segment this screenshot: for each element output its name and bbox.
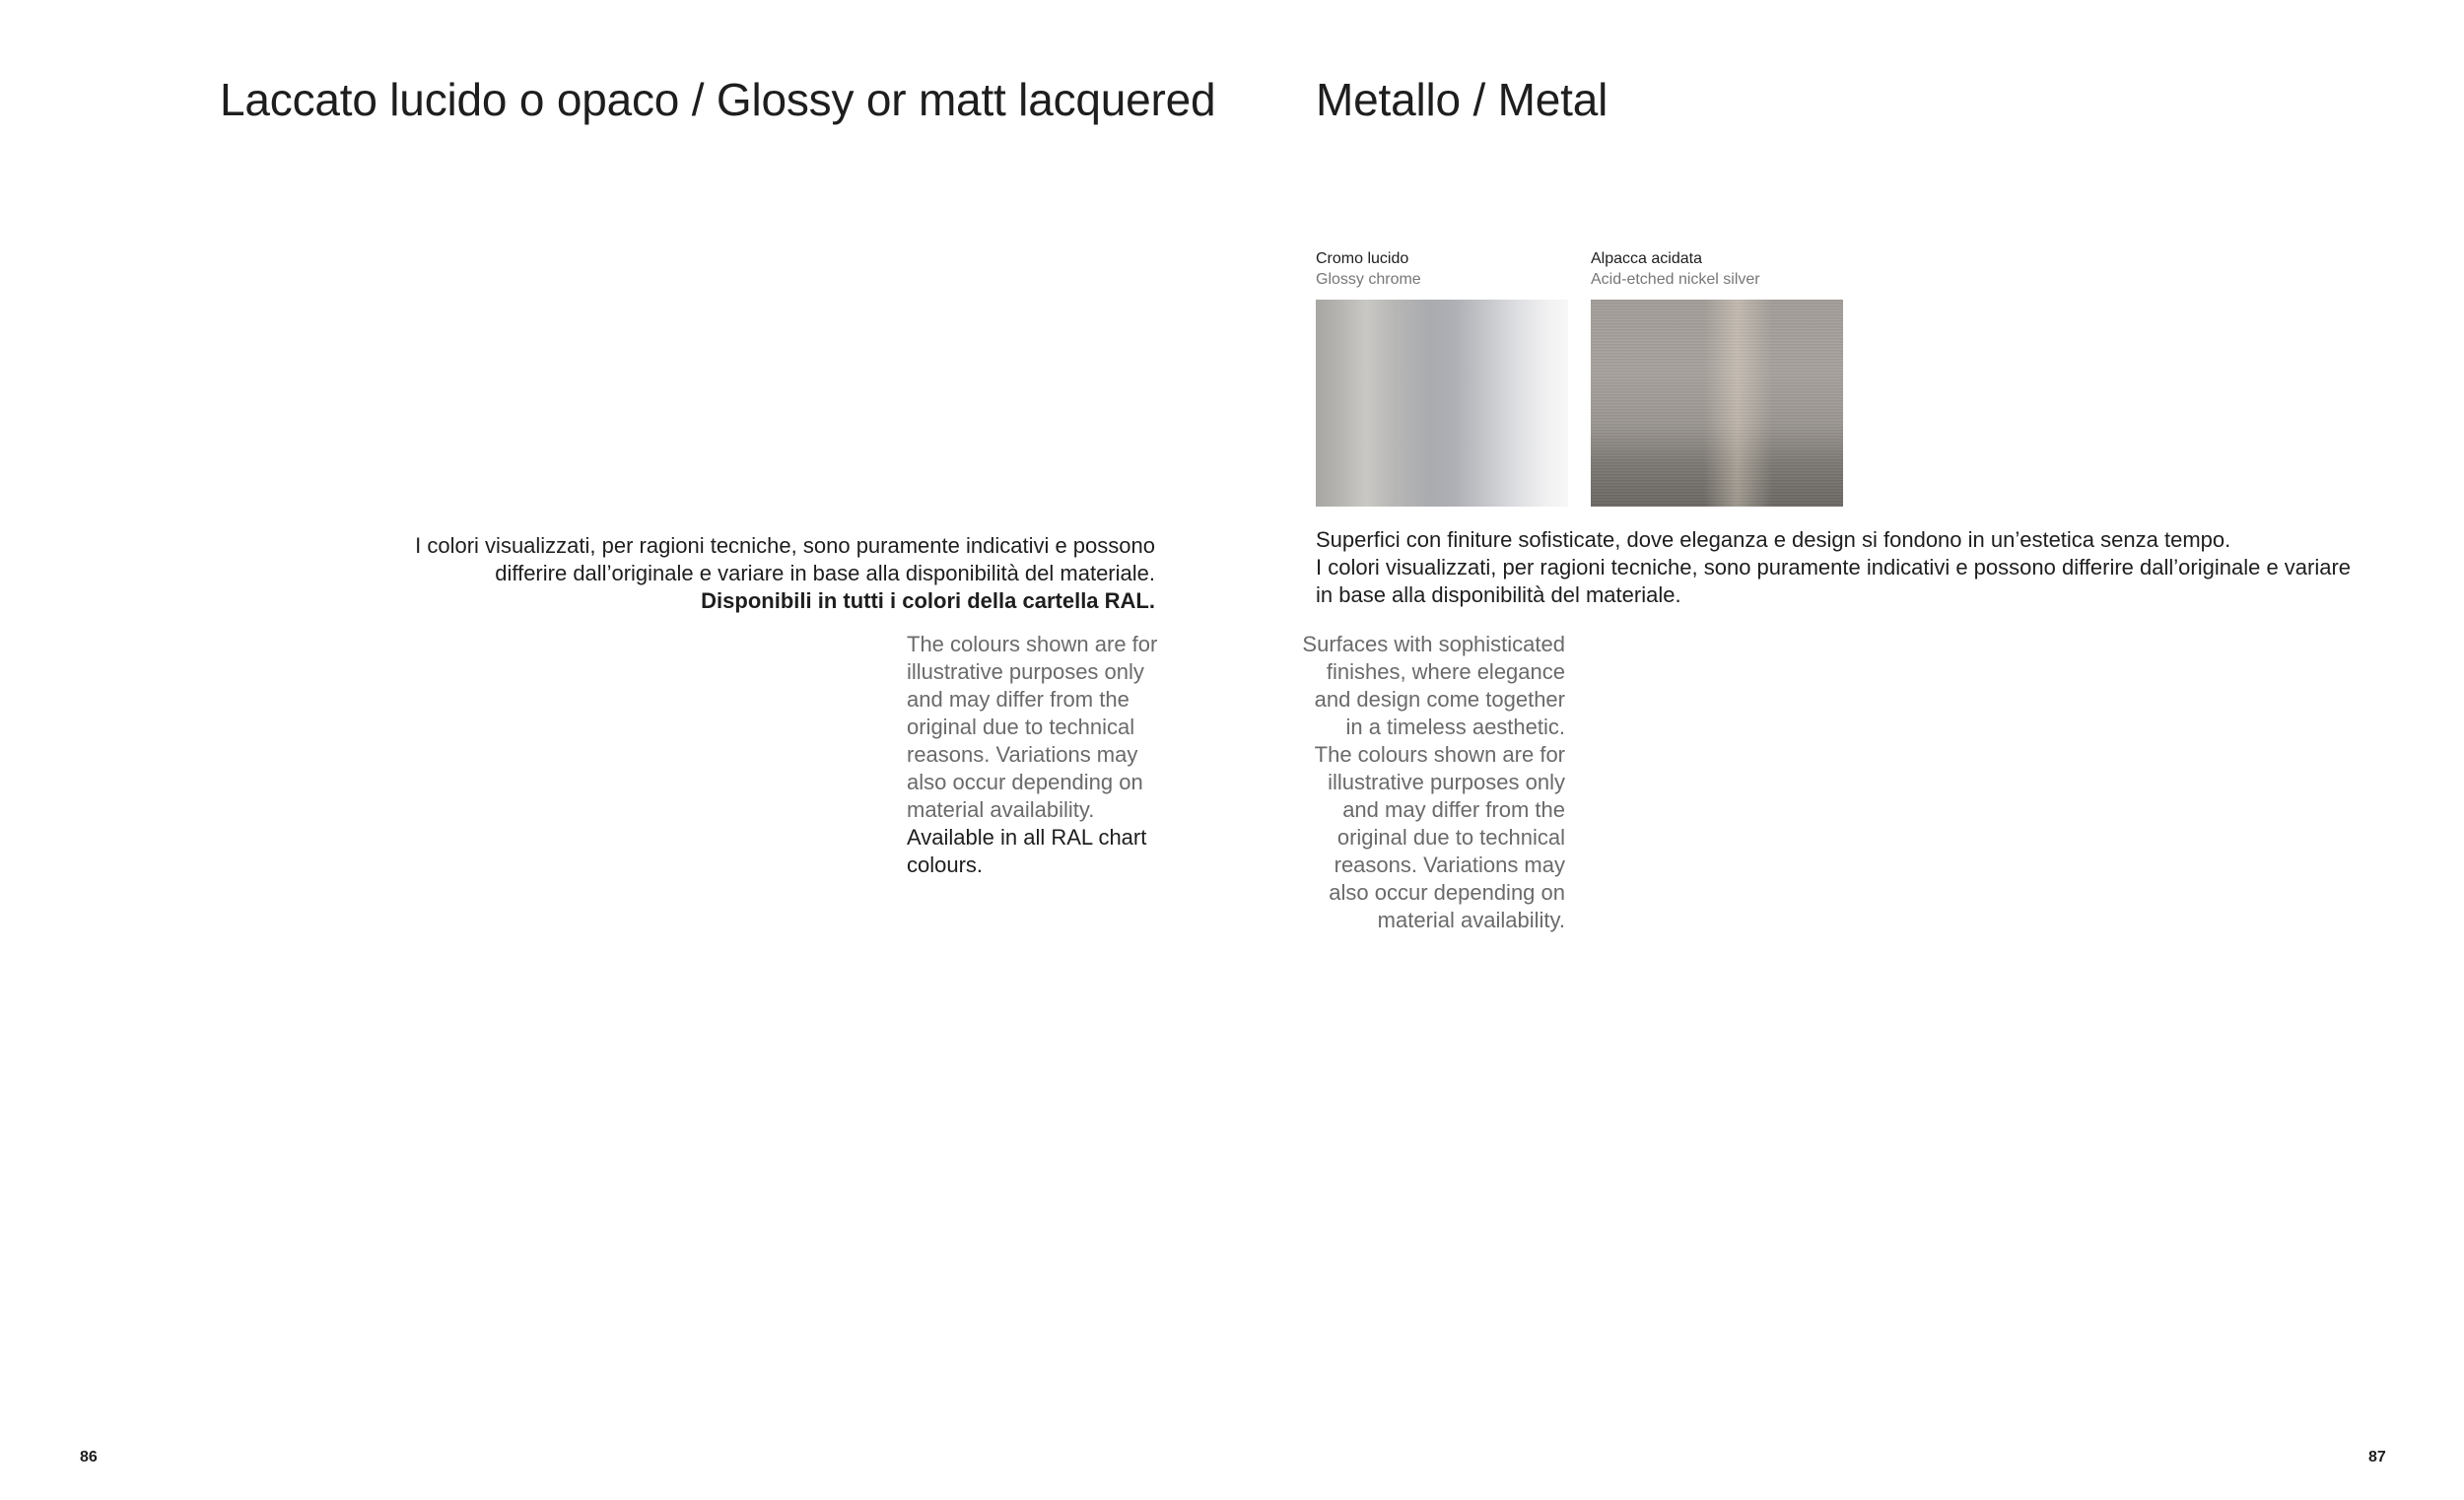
right-italian-line: I colori visualizzati, per ragioni tecniche, sono puramente indicativi e possono differire dall’originale e variare — [1316, 555, 2352, 580]
right-english-line: and design come together — [1314, 687, 1565, 712]
left-italian-line-1: I colori visualizzati, per ragioni tecniche, sono puramente indicativi e possono — [415, 533, 1155, 558]
right-english-line: reasons. Variations may — [1334, 852, 1565, 877]
left-english-line: and may differ from the — [907, 687, 1129, 712]
right-english-line: original due to technical — [1336, 825, 1565, 850]
left-english-bold-line: Available in all RAL chart — [907, 825, 1147, 850]
swatch-sublabel: Acid-etched nickel silver — [1591, 271, 1760, 288]
left-english-line: original due to technical — [907, 715, 1135, 739]
right-english-line: Surfaces with sophisticated — [1302, 632, 1565, 656]
right-english-line: in a timeless aesthetic. — [1345, 715, 1565, 739]
swatch-label: Cromo lucido — [1316, 250, 1409, 267]
right-english-line: material availability. — [1377, 908, 1565, 932]
swatch-acid-etched-nickel-silver — [1591, 248, 1843, 507]
left-italian-bold: Disponibili in tutti i colori della cartella RAL. — [701, 588, 1155, 613]
left-english-line: reasons. Variations may — [907, 742, 1138, 767]
right-italian-line: Superfici con finiture sofisticate, dove eleganza e design si fondono in un’estetica senza tempo. — [1316, 527, 2231, 552]
swatch-sample-nickel-silver — [1591, 300, 1843, 507]
right-english-line: also occur depending on — [1329, 880, 1565, 905]
left-page-title: Laccato lucido o opaco / Glossy or matt lacquered — [220, 74, 1216, 125]
swatch-sublabel: Glossy chrome — [1316, 271, 1421, 288]
left-english-note — [907, 631, 1163, 879]
swatch-label: Alpacca acidata — [1591, 250, 1702, 267]
swatch-glossy-chrome — [1316, 248, 1568, 507]
left-english-line: also occur depending on — [907, 770, 1143, 794]
left-italian-line-2: differire dall’originale e variare in base alla disponibilità del materiale. — [495, 561, 1155, 585]
left-english-bold-line: colours. — [907, 852, 984, 877]
left-page-number: 86 — [80, 1449, 98, 1466]
right-italian-line: in base alla disponibilità del materiale. — [1316, 582, 1681, 607]
left-english-line: illustrative purposes only — [907, 659, 1144, 684]
right-english-line: illustrative purposes only — [1328, 770, 1565, 794]
right-english-line: finishes, where elegance — [1326, 659, 1565, 684]
right-english-line: and may differ from the — [1342, 797, 1565, 822]
right-english-note — [1271, 631, 1565, 934]
right-page-number: 87 — [2368, 1449, 2386, 1466]
swatch-sample-chrome — [1316, 300, 1568, 507]
left-italian-note — [414, 532, 1155, 615]
left-english-line: material availability. — [907, 797, 1095, 822]
right-page-title: Metallo / Metal — [1316, 74, 1608, 125]
right-italian-note — [1316, 526, 2361, 609]
left-english-line: The colours shown are for — [907, 632, 1158, 656]
right-english-line: The colours shown are for — [1314, 742, 1565, 767]
